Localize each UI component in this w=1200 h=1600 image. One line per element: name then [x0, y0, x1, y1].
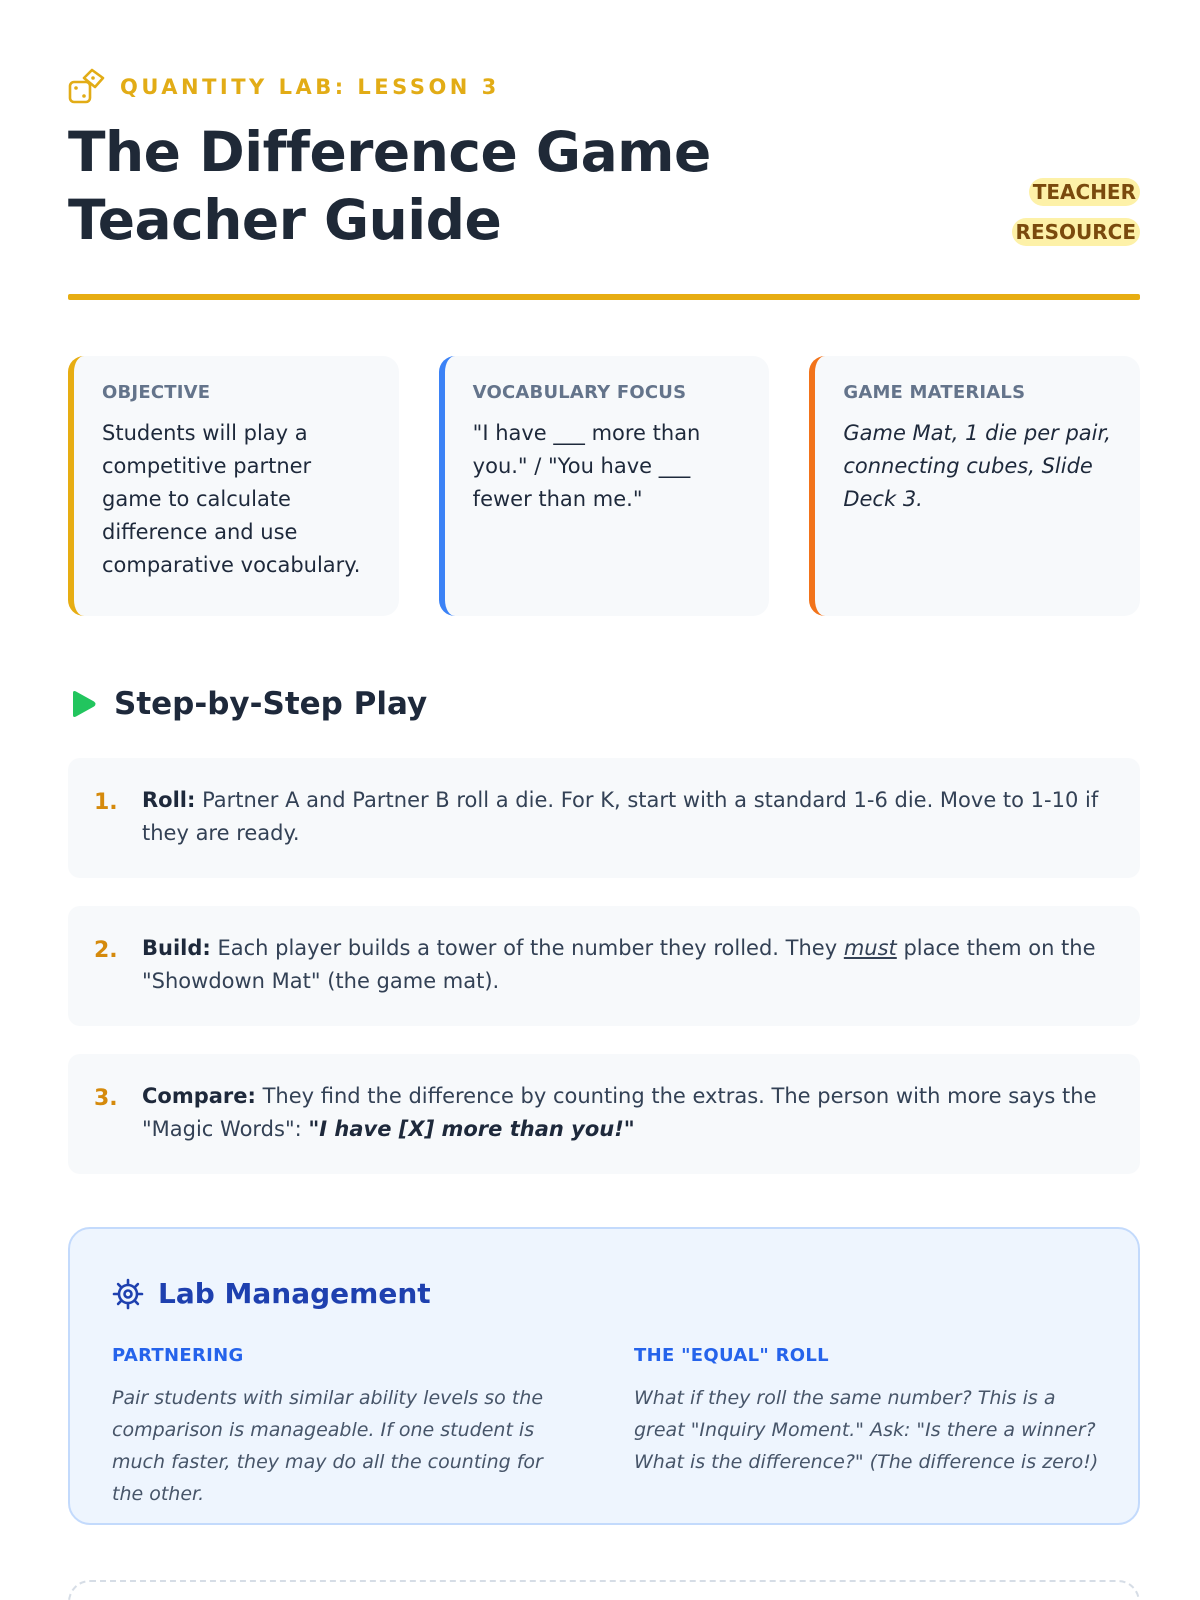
card-body: Students will play a competitive partner game to calculate difference and use comparative vocabulary. — [102, 421, 361, 577]
step-text — [142, 932, 1112, 1026]
teacher-resource-badge — [988, 172, 1140, 252]
equal-roll-column — [634, 1345, 1100, 1510]
dice-icon — [68, 68, 106, 106]
lab-column-body: What if they roll the same number? This is a great "Inquiry Moment." Ask: "Is there a winner? What is the difference?" (The difference is zero!) — [634, 1387, 1099, 1473]
steps-list — [68, 758, 1140, 1202]
badge-line-1: TEACHER — [1029, 178, 1140, 206]
step-item — [68, 1054, 1140, 1174]
lab-management-columns — [112, 1345, 1100, 1510]
step-lead: Compare: — [142, 1084, 256, 1108]
play-icon — [68, 689, 98, 719]
materials-card — [809, 356, 1140, 616]
partnering-column — [112, 1345, 578, 1510]
header-divider — [68, 294, 1140, 300]
next-section-placeholder — [68, 1580, 1140, 1600]
lab-management-title: Lab Management — [158, 1277, 431, 1310]
step-body: Partner A and Partner B roll a die. For K, start with a standard 1-6 die. Move to 1-10 if they are ready. — [142, 788, 1099, 845]
lesson-eyebrow — [68, 68, 500, 106]
step-body: Each player builds a tower of the number they rolled. They — [210, 936, 844, 960]
step-number: 2. — [94, 938, 118, 963]
steps-section-title: Step-by-Step Play — [114, 686, 428, 722]
step-item — [68, 758, 1140, 878]
title-line-1: The Difference Game — [68, 120, 711, 184]
lab-column-body: Pair students with similar ability levels so the comparison is manageable. If one student is much faster, they may do all the counting for the other. — [112, 1387, 544, 1505]
step-body: place them on the "Showdown Mat" (the game mat). — [142, 936, 1096, 993]
lab-management-panel — [68, 1227, 1140, 1525]
vocabulary-card — [439, 356, 770, 616]
info-cards — [68, 356, 1140, 616]
card-label: GAME MATERIALS — [843, 382, 1026, 403]
step-emphasis: must — [843, 936, 897, 960]
lab-management-header — [112, 1277, 431, 1310]
card-body: "I have ___ more than you." / "You have ___ fewer than me." — [472, 421, 701, 511]
step-lead: Build: — [142, 936, 211, 960]
step-item — [68, 906, 1140, 1026]
step-quote: "I have [X] more than you!" — [308, 1117, 635, 1141]
page-title — [68, 118, 828, 254]
badge-line-2: RESOURCE — [1012, 218, 1140, 246]
lab-column-label: PARTNERING — [112, 1345, 244, 1366]
card-body: Game Mat, 1 die per pair, connecting cubes, Slide Deck 3. — [843, 421, 1111, 511]
eyebrow-text: QUANTITY LAB: LESSON 3 — [120, 75, 500, 99]
gear-icon — [112, 1278, 144, 1310]
step-number: 3. — [94, 1086, 118, 1111]
step-body: They find the difference by counting the extras. The person with more says the "Magic Words": — [142, 1084, 1097, 1141]
title-line-2: Teacher Guide — [68, 188, 502, 252]
steps-section-header — [68, 686, 427, 722]
card-label: OBJECTIVE — [102, 382, 211, 403]
step-text — [142, 784, 1112, 878]
card-label: VOCABULARY FOCUS — [472, 382, 687, 403]
step-lead: Roll: — [142, 788, 196, 812]
objective-card — [68, 356, 399, 616]
step-number: 1. — [94, 790, 118, 815]
lab-column-label: THE "EQUAL" ROLL — [634, 1345, 829, 1366]
step-text — [142, 1080, 1112, 1174]
